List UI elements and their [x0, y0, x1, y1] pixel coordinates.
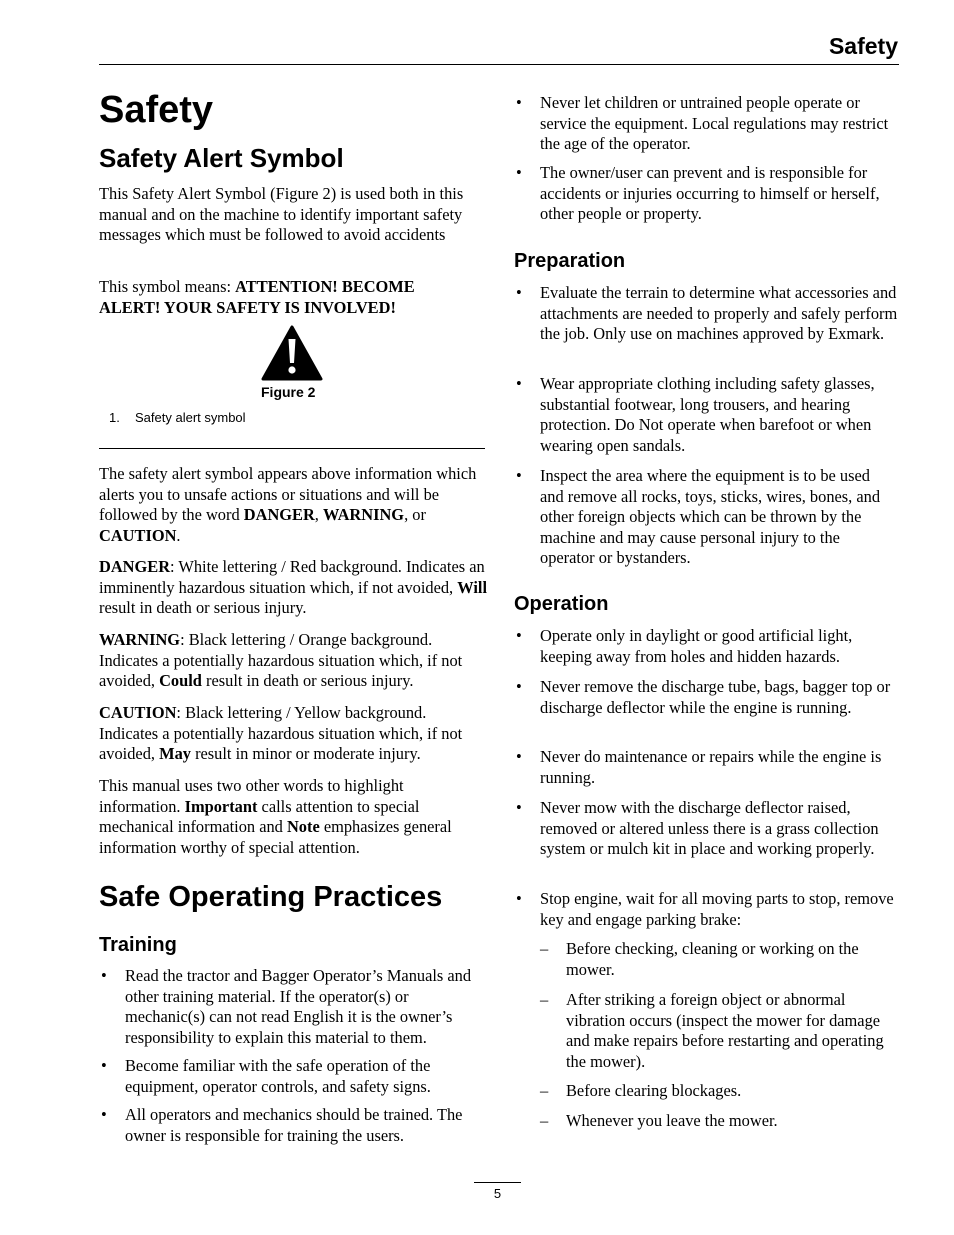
list-item: • Wear appropriate clothing including safety glasses, substantial footwear, long trousers, and hearing protection. Do Not operate when barefoot or when wearing open sandals. [516, 374, 875, 455]
training-heading: Training [99, 934, 177, 956]
figure-callout: 1. Safety alert symbol [109, 410, 246, 425]
list-item: • Never mow with the discharge deflector raised, removed or altered unless there is a grass collection system or mulch kit in place and working properly. [516, 798, 879, 859]
list-item: • Read the tractor and Bagger Operator’s Manuals and other training material. If the operator(s) or mechanic(s) can not read English it is the owner’s responsibility to explain this material to them. [101, 966, 472, 1047]
list-item: • Stop engine, wait for all moving parts to stop, remove key and engage parking brake: [516, 889, 894, 929]
list-item: • Never do maintenance or repairs while the engine is running. [516, 747, 882, 787]
operation-heading: Operation [514, 593, 609, 615]
bullet-icon: • [516, 798, 522, 817]
list-item: • All operators and mechanics should be trained. The owner is responsible for training the users. [101, 1105, 463, 1145]
bullet-icon: • [516, 374, 522, 393]
symbol-meaning: This symbol means: ATTENTION! BECOME ALERT! YOUR SAFETY IS INVOLVED! [99, 277, 415, 317]
bullet-icon: • [101, 966, 107, 985]
page-title: Safety [99, 89, 214, 131]
danger-definition: DANGER: White lettering / Red background. Indicates an imminently hazardous situation which, if not avoided, Will result in death or serious injury. [99, 557, 488, 618]
list-item: • Become familiar with the safe operation of the equipment, operator controls, and safety signs. [101, 1056, 431, 1096]
header-rule [99, 64, 899, 65]
page-number: 5 [493, 1186, 502, 1201]
sub-list-item: – Before clearing blockages. [540, 1081, 742, 1100]
bullet-icon: • [516, 677, 522, 696]
list-item: • Inspect the area where the equipment is to be used and remove all rocks, toys, sticks, wires, bones, and other foreign objects which can be thrown by the machine and may cause personal injury to the operator or bystanders. [516, 466, 881, 568]
figure-rule [99, 448, 485, 449]
warning-definition: WARNING: Black lettering / Orange background. Indicates a potentially hazardous situation which, if not avoided, Could result in death or serious injury. [99, 630, 463, 691]
page-number-rule [474, 1182, 521, 1183]
bullet-icon: • [516, 626, 522, 645]
dash-icon: – [540, 1081, 549, 1100]
bullet-icon: • [516, 93, 522, 112]
bullet-icon: • [101, 1056, 107, 1075]
preparation-heading: Preparation [514, 250, 626, 272]
bullet-icon: • [516, 889, 522, 908]
caution-definition: CAUTION: Black lettering / Yellow background. Indicates a potentially hazardous situation which, if not avoided, May result in minor or moderate injury. [99, 703, 463, 764]
bullet-icon: • [516, 466, 522, 485]
list-item: • Evaluate the terrain to determine what accessories and attachments are needed to properly and safely perform the job. Only use on machines approved by Exmark. [516, 283, 898, 344]
dash-icon: – [540, 1111, 549, 1130]
list-item: • Never let children or untrained people operate or service the equipment. Local regulations may restrict the age of the operator. [516, 93, 889, 154]
dash-icon: – [540, 990, 549, 1009]
figure-caption: Figure 2 [261, 384, 316, 400]
list-item: • Never remove the discharge tube, bags, bagger top or discharge deflector while the engine is running. [516, 677, 891, 717]
warning-triangle-icon [261, 325, 323, 381]
safety-alert-heading: Safety Alert Symbol [99, 143, 344, 173]
signal-words-intro: The safety alert symbol appears above information which alerts you to unsafe actions or situations and will be followed by the word DANGER, WARNING, or CAUTION. [99, 464, 477, 545]
safety-alert-intro: This Safety Alert Symbol (Figure 2) is used both in this manual and on the machine to identify important safety messages which must be followed to avoid accidents [99, 184, 464, 245]
list-item: • The owner/user can prevent and is responsible for accidents or injuries occurring to himself or herself, other people or property. [516, 163, 880, 224]
safe-practices-heading: Safe Operating Practices [99, 881, 443, 913]
bullet-icon: • [516, 747, 522, 766]
bullet-icon: • [516, 163, 522, 182]
running-header: Safety [828, 33, 898, 59]
sub-list-item: – Before checking, cleaning or working on the mower. [540, 939, 859, 979]
sub-list-item: – After striking a foreign object or abnormal vibration occurs (inspect the mower for damage and make repairs before restarting and operating the mower). [540, 990, 884, 1071]
other-words-note: This manual uses two other words to highlight information. Important calls attention to special mechanical information and Note emphasizes general information worthy of special attention. [99, 776, 452, 857]
dash-icon: – [540, 939, 549, 958]
sub-list-item: – Whenever you leave the mower. [540, 1111, 778, 1130]
bullet-icon: • [101, 1105, 107, 1124]
list-item: • Operate only in daylight or good artificial light, keeping away from holes and hidden hazards. [516, 626, 853, 666]
bullet-icon: • [516, 283, 522, 302]
